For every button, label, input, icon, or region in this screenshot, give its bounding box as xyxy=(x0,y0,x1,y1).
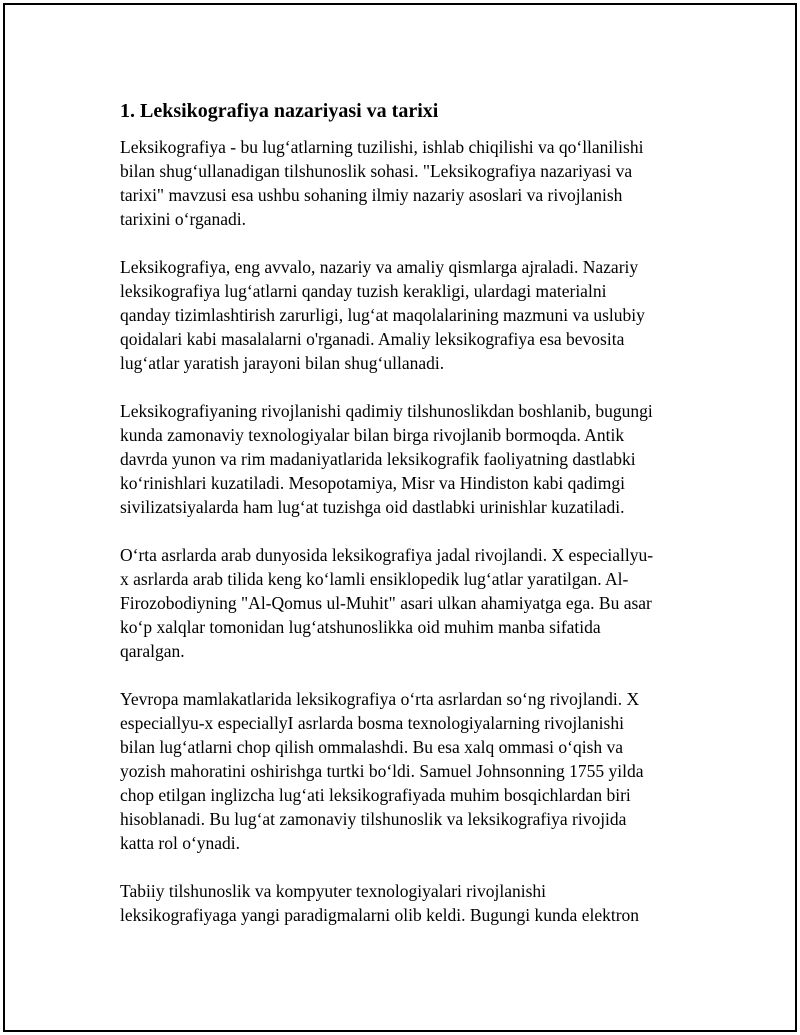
text-line: Tabiiy tilshunoslik va kompyuter texnologiyalari rivojlanishi xyxy=(120,881,547,901)
text-line: chop etilgan inglizcha lug‘ati leksikografiyada muhim bosqichlardan biri xyxy=(120,785,631,805)
text-line: tarixini o‘rganadi. xyxy=(120,209,247,229)
paragraph-1 xyxy=(120,135,700,231)
text-line: yozish mahoratini oshirishga turtki bo‘ldi. Samuel Johnsonning 1755 yilda xyxy=(120,761,644,781)
text-line: qanday tizimlashtirish zarurligi, lug‘at maqolalarining mazmuni va uslubiy xyxy=(120,305,645,325)
paragraph-4 xyxy=(120,543,700,663)
text-line: bilan shug‘ullanadigan tilshunoslik sohasi. "Leksikografiya nazariyasi va xyxy=(120,161,633,181)
paragraph-5 xyxy=(120,687,700,855)
text-line: leksikografiyaga yangi paradigmalarni olib keldi. Bugungi kunda elektron xyxy=(120,905,640,925)
text-line: davrda yunon va rim madaniyatlarida leksikografik faoliyatning dastlabki xyxy=(120,449,636,469)
paragraph-2 xyxy=(120,255,700,375)
text-line: bilan lug‘atlarni chop qilish ommalashdi. Bu esa xalq ommasi o‘qish va xyxy=(120,737,624,757)
text-line: Firozobodiyning "Al-Qomus ul-Muhit" asari ulkan ahamiyatga ega. Bu asar xyxy=(120,593,652,613)
text-line: tarixi" mavzusi esa ushbu sohaning ilmiy nazariy asoslari va rivojlanish xyxy=(120,185,623,205)
text-line: Yevropa mamlakatlarida leksikografiya o‘rta asrlardan so‘ng rivojlandi. X xyxy=(120,689,640,709)
text-line: leksikografiya lug‘atlarni qanday tuzish kerakligi, ulardagi materialni xyxy=(120,281,607,301)
text-line: kunda zamonaviy texnologiyalar bilan birga rivojlanib bormoqda. Antik xyxy=(120,425,625,445)
text-line: especiallyu-x especiallyI asrlarda bosma texnologiyalarning rivojlanishi xyxy=(120,713,624,733)
text-line: ko‘p xalqlar tomonidan lug‘atshunoslikka oid muhim manba sifatida xyxy=(120,617,601,637)
text-line: x asrlarda arab tilida keng ko‘lamli ensiklopedik lug‘atlar yaratilgan. Al- xyxy=(120,569,629,589)
text-line: sivilizatsiyalarda ham lug‘at tuzishga oid dastlabki urinishlar kuzatiladi. xyxy=(120,497,625,517)
text-line: Leksikografiya - bu lug‘atlarning tuzilishi, ishlab chiqilishi va qo‘llanilishi xyxy=(120,137,644,157)
text-line: katta rol o‘ynadi. xyxy=(120,833,241,853)
text-line: Leksikografiyaning rivojlanishi qadimiy tilshunoslikdan boshlanib, bugungi xyxy=(120,401,653,421)
text-line: Leksikografiya, eng avvalo, nazariy va amaliy qismlarga ajraladi. Nazariy xyxy=(120,257,639,277)
text-line: lug‘atlar yaratish jarayoni bilan shug‘ullanadi. xyxy=(120,353,445,373)
text-line: qaralgan. xyxy=(120,641,185,661)
page-frame xyxy=(3,3,797,1032)
paragraph-6 xyxy=(120,879,700,927)
text-line: qoidalari kabi masalalarni o'rganadi. Amaliy leksikografiya esa bevosita xyxy=(120,329,625,349)
text-line: O‘rta asrlarda arab dunyosida leksikografiya jadal rivojlandi. X especiallyu- xyxy=(120,545,654,565)
text-line: hisoblanadi. Bu lug‘at zamonaviy tilshunoslik va leksikografiya rivojida xyxy=(120,809,627,829)
section-heading: 1. Leksikografiya nazariyasi va tarixi xyxy=(120,100,439,122)
paragraph-3 xyxy=(120,399,700,519)
document-body xyxy=(120,98,700,951)
text-line: ko‘rinishlari kuzatiladi. Mesopotamiya, Misr va Hindiston kabi qadimgi xyxy=(120,473,625,493)
